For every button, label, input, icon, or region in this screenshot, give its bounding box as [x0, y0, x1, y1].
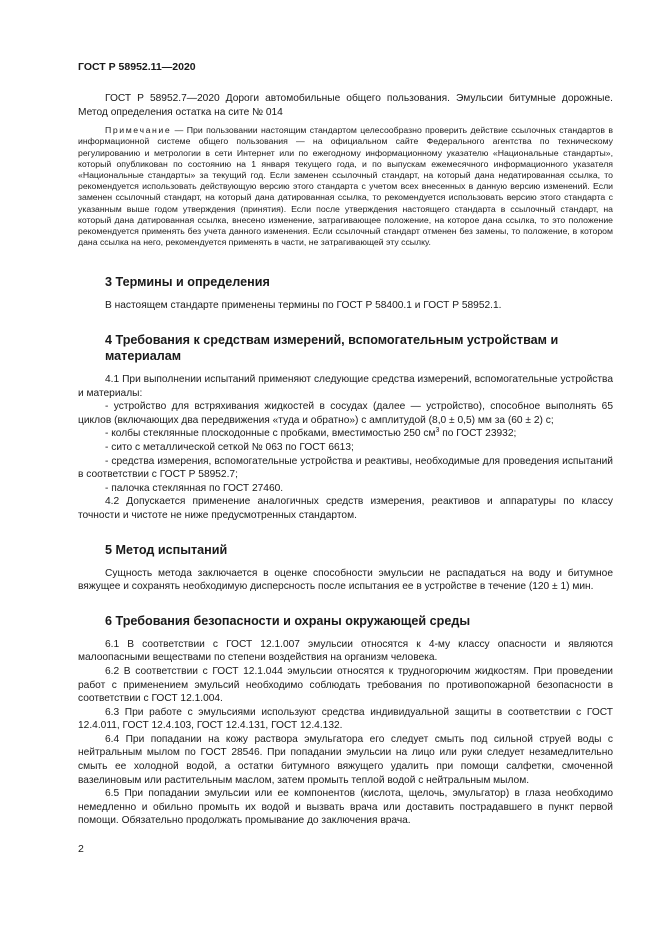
- section-6-4-paragraph: 6.4 При попадании на кожу раствора эмульгатора его следует смыть под сильной струей воды с нейтральным мылом по ГОСТ 28546. При попадании эмульсии на лицо или руки следует незамедлительно смыть ее холодной водой, а остатки битумного вяжущего удалить при помощи салфетки, смоченной вазелиновым или растительным маслом, затем промыть теплой водой с нейтральным мылом.: [78, 733, 613, 786]
- equipment-item-shaker: - устройство для встряхивания жидкостей в сосудах (далее — устройство), способное выполнять 65 циклов (включающих два передвижения «туда и обратно») с амплитудой (8,0 ± 0,5) мм за (60 ± 2) с;: [78, 401, 613, 426]
- section-6-2-paragraph: 6.2 В соответствии с ГОСТ 12.1.044 эмульсии относятся к трудногорючим жидкостям. При проведении работ с применением эмульсий необходимо соблюдать требования по противопожарной безопасности в соответствии с ГОСТ 12.1.004.: [78, 665, 613, 705]
- section-6-heading: 6 Требования безопасности и охраны окружающей среды: [105, 613, 471, 628]
- section-4-heading: 4 Требования к средствам измерений, вспомогательным устройствам и материалам: [105, 333, 559, 364]
- section-6-3-paragraph: 6.3 При работе с эмульсиями используют средства индивидуальной защиты в соответствии с ГОСТ 12.4.011, ГОСТ 12.4.103, ГОСТ 12.4.131, ГОСТ 12.4.132.: [78, 706, 613, 732]
- page-content: [78, 92, 613, 828]
- section-6-5-paragraph: 6.5 При попадании эмульсии или ее компонентов (кислота, щелочь, эмульгатор) в глаза необходимо немедленно и обильно промыть их водой и вызвать врача или доставить пострадавшего в пункт первой помощи. Обязательно продолжать промывание до заключения врача.: [78, 788, 613, 827]
- document-header: ГОСТ Р 58952.11—2020: [78, 61, 196, 73]
- equipment-item-sieve: - сито с металлической сеткой № 063 по ГОСТ 6613;: [105, 441, 354, 453]
- normative-reference-item: ГОСТ Р 58952.7—2020 Дороги автомобильные общего пользования. Эмульсии битумные дорожные. Метод определения остатка на сите № 014: [78, 93, 613, 118]
- equipment-item-instruments: - средства измерения, вспомогательные устройства и реактивы, необходимые для проведения испытаний в соответствии с ГОСТ Р 58952.7;: [78, 455, 613, 481]
- note-paragraph: [78, 125, 613, 248]
- note-text: — При пользовании настоящим стандартом целесообразно проверить действие ссылочных стандартов в информационной системе общего пользования — на официальном сайте Федерального агентства по техническому регулированию и метрологии в сети Интернет или по ежегодному информационному указателю «Национальные стандарты», который опубликован по состоянию на 1 января текущего года, и по выпускам ежемесячного информационного указателя «Национальные стандарты» за текущий год. Если заменен ссылочный стандарт, на который дана недатированная ссылка, то рекомендуется использовать действующую версию этого стандарта с учетом всех внесенных в данную версию изменений. Если заменен ссылочный стандарт, на который дана датированная ссылка, то рекомендуется использовать версию этого стандарта с указанным выше годом утверждения (принятия). Если после утверждения настоящего стандарта в ссылочный стандарт, на который дана датированная ссылка, внесено изменение, затрагивающее положение, на которое дана ссылка, то это положение рекомендуется применять без учета данного изменения. Если ссылочный стандарт отменен без замены, то положение, в котором дана ссылка на него, рекомендуется применять в части, не затрагивающей эту ссылку.: [78, 125, 613, 248]
- flasks-superscript: 3: [435, 427, 440, 435]
- section-3-heading: 3 Термины и определения: [105, 275, 270, 290]
- note-label: Примечание: [105, 125, 172, 136]
- equipment-item-glass-rod: - палочка стеклянная по ГОСТ 27460.: [105, 482, 284, 494]
- section-3-text: В настоящем стандарте применены термины по ГОСТ Р 58400.1 и ГОСТ Р 58952.1.: [105, 300, 502, 312]
- section-5-text: Сущность метода заключается в оценке способности эмульсии не распадаться на воду и битумное вяжущее и сохранять необходимую дисперсность после испытания ее в устройстве в течение (120 ± 1) мин.: [78, 567, 613, 593]
- section-5-heading: 5 Метод испытаний: [105, 542, 228, 557]
- flasks-text-b: по ГОСТ 23932;: [439, 428, 517, 440]
- section-4-1-paragraph: 4.1 При выполнении испытаний применяют следующие средства измерений, вспомогательные устройства и материалы:: [78, 374, 613, 399]
- flasks-text-a: - колбы стеклянные плоскодонные с пробками, вместимостью 250 см: [105, 428, 436, 440]
- equipment-item-flasks: [78, 427, 613, 441]
- section-4-2-paragraph: 4.2 Допускается применение аналогичных средств измерения, реактивов и аппаратуры по классу точности и чистоте не ниже предусмотренных стандартом.: [78, 496, 613, 521]
- section-6-1-paragraph: 6.1 В соответствии с ГОСТ 12.1.007 эмульсии относятся к 4-му классу опасности и являются малоопасными веществами по степени воздействия на организм человека.: [78, 638, 613, 664]
- page-number: 2: [78, 843, 84, 855]
